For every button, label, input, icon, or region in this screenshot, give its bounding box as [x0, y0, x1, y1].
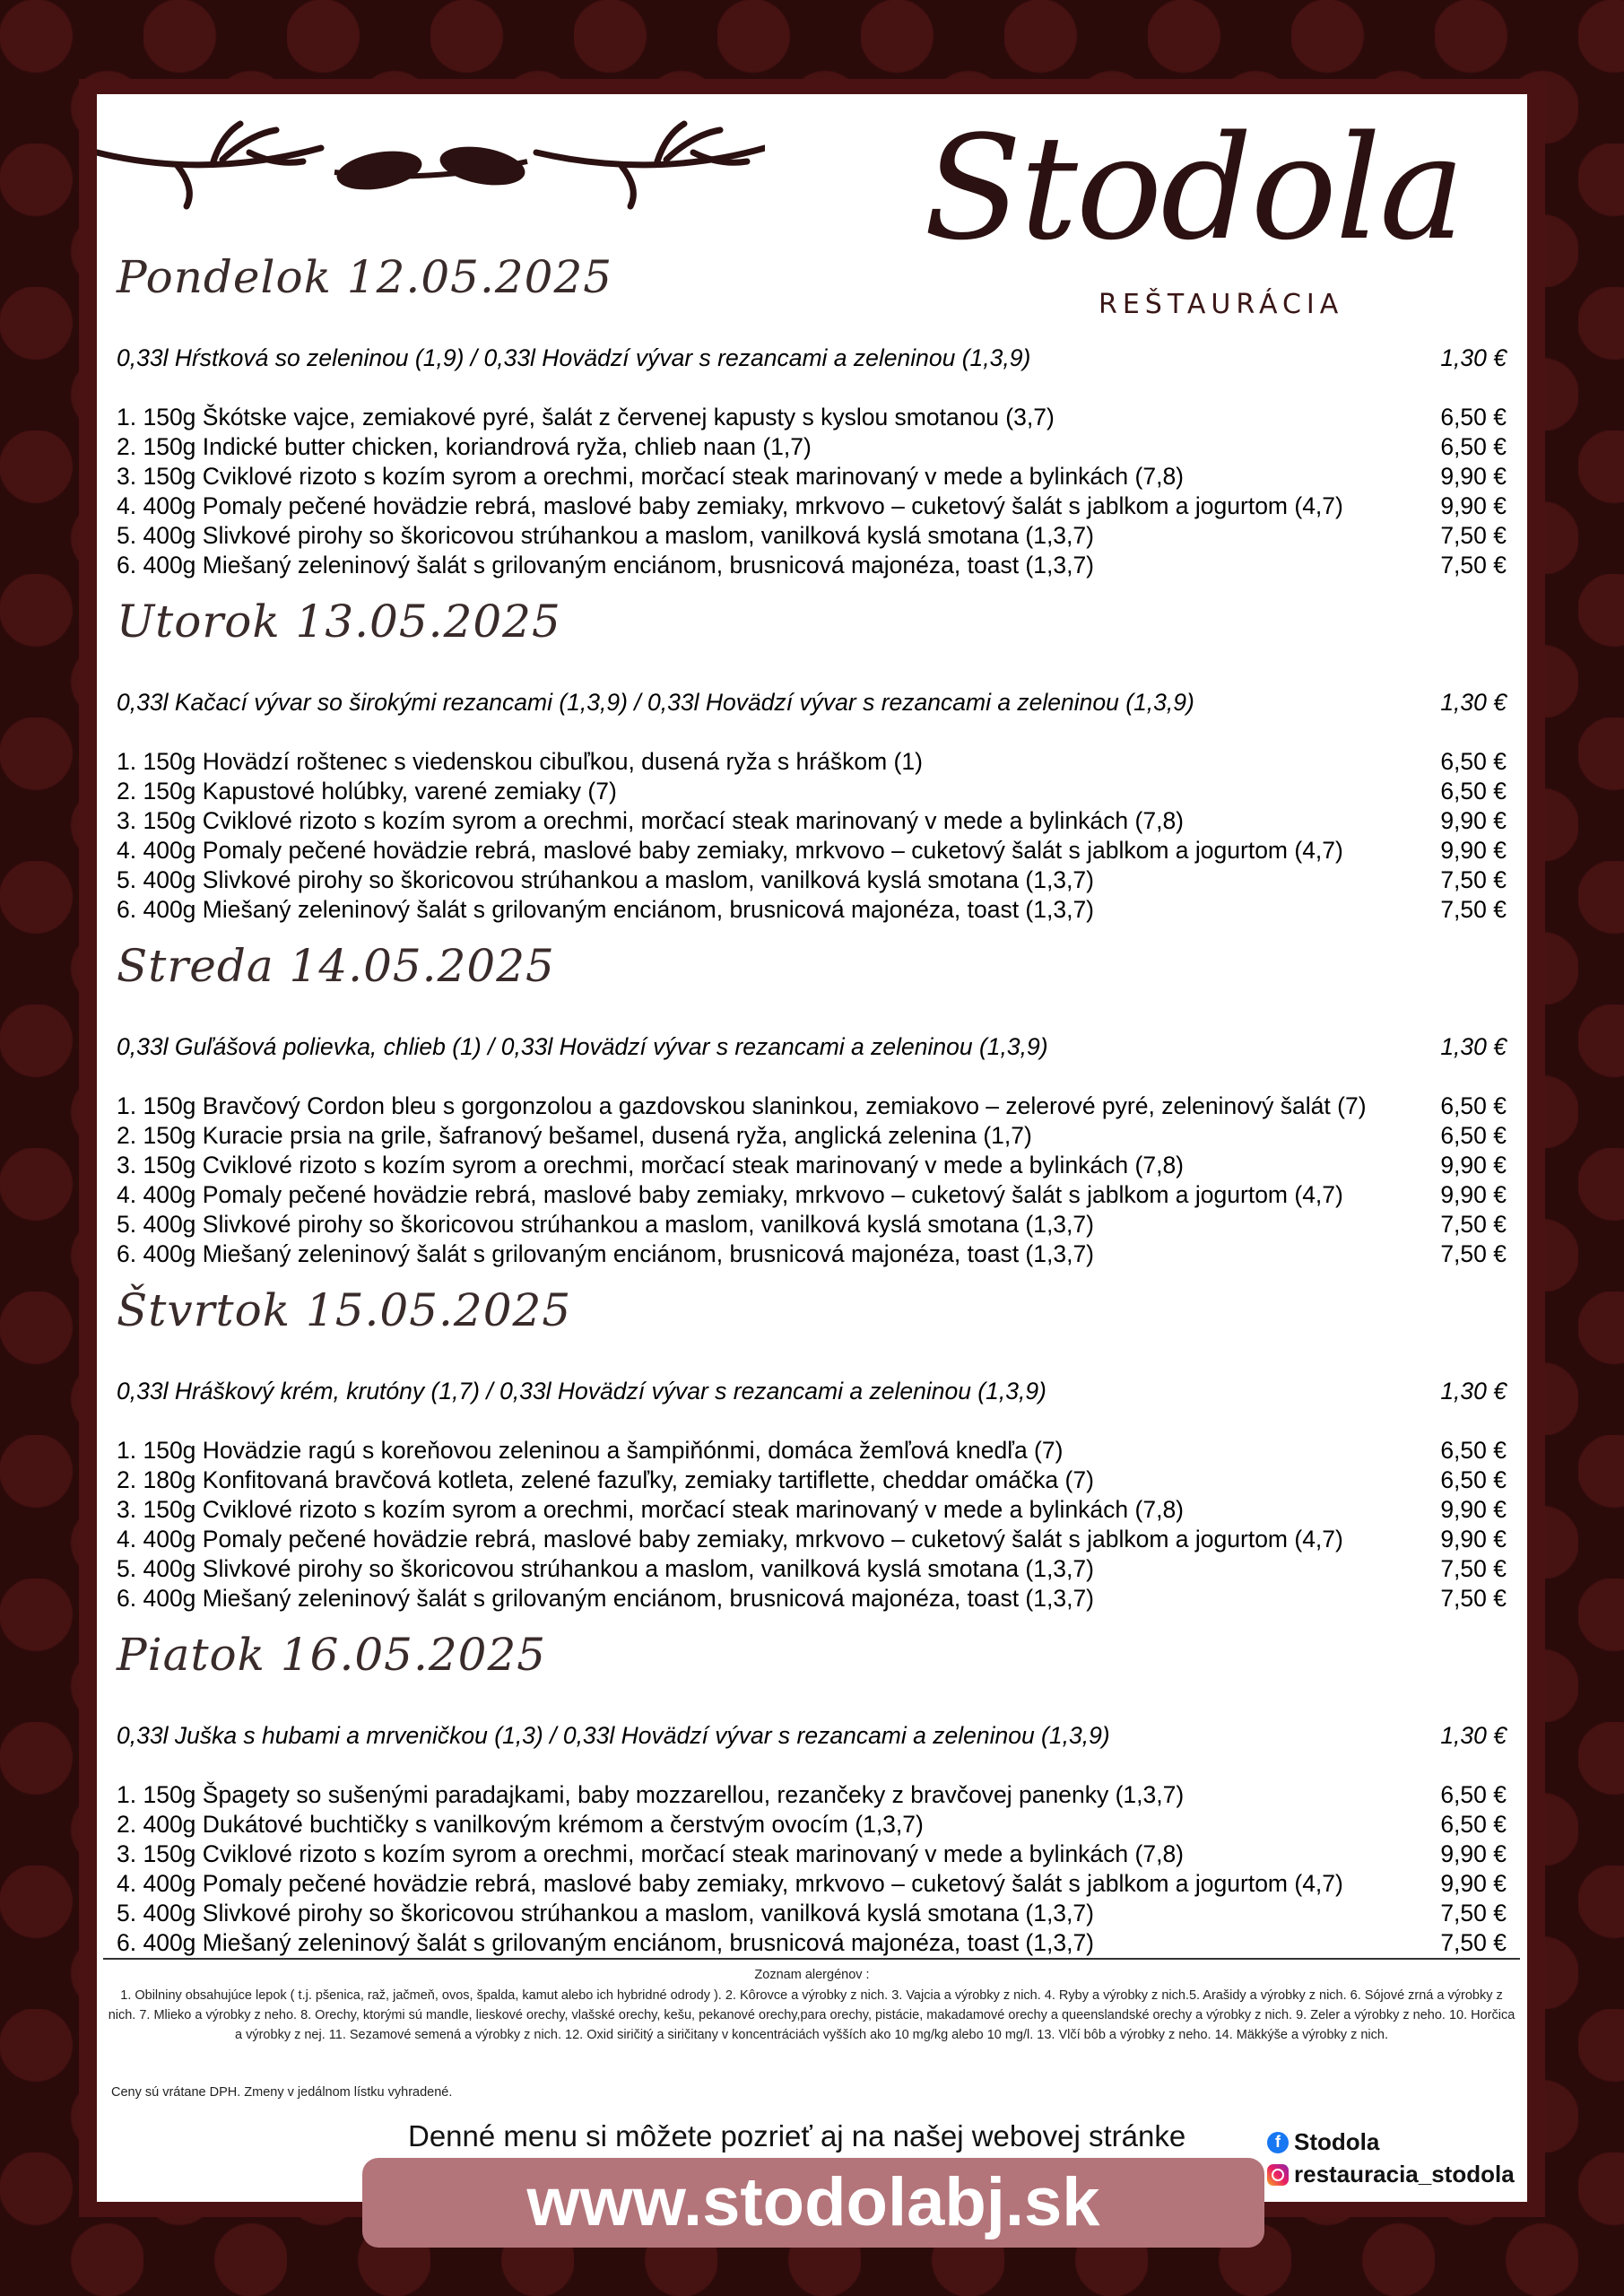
meal-text: 4. 400g Pomaly pečené hovädzie rebrá, maslové baby zemiaky, mrkvovo – cuketový šalát s jablkom a jogurtom (4,7) [117, 1526, 1343, 1552]
meal-text: 1. 150g Špagety so sušenými paradajkami, baby mozzarellou, rezančeky z bravčovej panenky (1,3,7) [117, 1781, 1185, 1808]
instagram-link[interactable] [1267, 2161, 1515, 2188]
meal-text: 1. 150g Hovädzie ragú s koreňovou zeleninou a šampiňónmi, domáca žemľová knedľa (7) [117, 1437, 1064, 1464]
meal-row [117, 1496, 1507, 1524]
meal-text: 3. 150g Cviklové rizoto s kozím syrom a orechmi, morčací steak marinovaný v mede a bylinkách (7,8) [117, 807, 1185, 834]
floral-branch-decoration [97, 117, 765, 233]
meal-row [117, 552, 1507, 579]
meal-price: 9,90 € [1440, 492, 1507, 519]
meal-price: 6,50 € [1440, 1437, 1507, 1464]
restaurant-logo [924, 104, 1463, 332]
meal-price: 9,90 € [1440, 1840, 1507, 1867]
meal-row [117, 896, 1507, 924]
meal-text: 4. 400g Pomaly pečené hovädzie rebrá, maslové baby zemiaky, mrkvovo – cuketový šalát s jablkom a jogurtom (4,7) [117, 492, 1343, 519]
meal-row [117, 433, 1507, 461]
meal-row [117, 1781, 1507, 1809]
meal-text: 3. 150g Cviklové rizoto s kozím syrom a orechmi, morčací steak marinovaný v mede a bylinkách (7,8) [117, 463, 1185, 490]
soup-row [117, 1722, 1507, 1750]
meal-row [117, 1466, 1507, 1494]
meal-text: 5. 400g Slivkové pirohy so škoricovou strúhankou a maslom, vanilková kyslá smotana (1,3,7) [117, 1900, 1094, 1926]
meal-text: 3. 150g Cviklové rizoto s kozím syrom a orechmi, morčací steak marinovaný v mede a bylinkách (7,8) [117, 1496, 1185, 1523]
allergen-list: 1. Obilniny obsahujúce lepok ( t.j. pšenica, raž, jačmeň, ovos, špalda, kamut alebo ich hybridné odrody ). 2. Kôrovce a výrobky z nich. 3. Vajcia a výrobky z nich. 4. Ryby a výrobky z nich.5. Arašidy a výrobky z nich. 6. Sójové zrná a výrobky z nich. 7. Mlieko a výrobky z neho. 8. Orechy, ktorými sú mandle, lieskové orechy, vlašské orechy, kešu, pekanové orechy,para orechy, pistácie, makadamové orechy a queenslandské orechy a výrobky z nich. 9. Zeler a výrobky z neho. 10. Horčica a výrobky z nej. 11. Sezamové semená a výrobky z nich. 12. Oxid siričitý a siričitany v koncentráciách vyšších ako 10 mg/kg alebo 10 mg/l. 13. Vlčí bôb a výrobky z neho. 14. Mäkkýše a výrobky z nich. [108, 1988, 1515, 2042]
meal-text: 3. 150g Cviklové rizoto s kozím syrom a orechmi, morčací steak marinovaný v mede a bylinkách (7,8) [117, 1152, 1185, 1178]
meal-row [117, 1181, 1507, 1209]
meal-price: 9,90 € [1440, 1526, 1507, 1552]
meal-row [117, 866, 1507, 894]
meal-price: 6,50 € [1440, 1122, 1507, 1149]
instagram-icon [1267, 2164, 1289, 2186]
meal-price: 9,90 € [1440, 1181, 1507, 1208]
soup-row [117, 1378, 1507, 1405]
vat-note: Ceny sú vrátane DPH. Zmeny v jedálnom lístku vyhradené. [111, 2085, 453, 2100]
facebook-label: Stodola [1294, 2128, 1380, 2155]
meal-text: 1. 150g Hovädzí roštenec s viedenskou cibuľkou, dusená ryža s hráškom (1) [117, 748, 923, 775]
meal-price: 7,50 € [1440, 522, 1507, 549]
meal-text: 2. 400g Dukátové buchtičky s vanilkovým krémom a čerstvým ovocím (1,3,7) [117, 1811, 924, 1838]
meal-row [117, 522, 1507, 550]
meal-text: 2. 150g Kapustové holúbky, varené zemiaky (7) [117, 778, 617, 804]
meal-text: 6. 400g Miešaný zeleninový šalát s grilovaným enciánom, brusnicová majonéza, toast (1,3,7) [117, 1929, 1095, 1956]
meal-row [117, 1585, 1507, 1613]
meal-price: 7,50 € [1440, 1900, 1507, 1926]
soup-price: 1,30 € [1440, 1722, 1507, 1749]
soup-row [117, 344, 1507, 372]
meal-text: 5. 400g Slivkové pirohy so škoricovou strúhankou a maslom, vanilková kyslá smotana (1,3,7) [117, 866, 1094, 893]
meal-row [117, 404, 1507, 431]
logo-subtitle: REŠTAURÁCIA [1099, 289, 1344, 320]
meal-price: 7,50 € [1440, 1585, 1507, 1612]
meal-price: 7,50 € [1440, 1929, 1507, 1956]
day-title: Pondelok 12.05.2025 [117, 251, 613, 303]
meal-text: 3. 150g Cviklové rizoto s kozím syrom a orechmi, morčací steak marinovaný v mede a bylinkách (7,8) [117, 1840, 1185, 1867]
meal-row [117, 492, 1507, 520]
meal-price: 9,90 € [1440, 1496, 1507, 1523]
meal-row [117, 807, 1507, 835]
meal-row [117, 1122, 1507, 1150]
footer-divider [103, 1958, 1520, 1960]
web-note: Denné menu si môžete pozrieť aj na našej webovej stránke [408, 2119, 1186, 2152]
meal-price: 7,50 € [1440, 1555, 1507, 1582]
meal-row [117, 1929, 1507, 1957]
soup-price: 1,30 € [1440, 344, 1507, 371]
meal-price: 9,90 € [1440, 1152, 1507, 1178]
facebook-icon: f [1267, 2132, 1289, 2153]
soup-text: 0,33l Juška s hubami a mrveničkou (1,3) / 0,33l Hovädzí vývar s rezancami a zeleninou (1,3,9) [117, 1722, 1110, 1749]
meal-row [117, 1437, 1507, 1465]
meal-row [117, 1152, 1507, 1179]
soup-text: 0,33l Kačací vývar so širokými rezancami (1,3,9) / 0,33l Hovädzí vývar s rezancami a zeleninou (1,3,9) [117, 689, 1194, 716]
meal-price: 9,90 € [1440, 463, 1507, 490]
meal-text: 2. 150g Kuracie prsia na grile, šafranový bešamel, dusená ryža, anglická zelenina (1,7) [117, 1122, 1032, 1149]
meal-row [117, 463, 1507, 491]
meal-row [117, 1555, 1507, 1583]
meal-price: 6,50 € [1440, 404, 1507, 430]
meal-text: 1. 150g Škótske vajce, zemiakové pyré, šalát z červenej kapusty s kyslou smotanou (3,7) [117, 404, 1055, 430]
meal-text: 2. 150g Indické butter chicken, koriandrová ryža, chlieb naan (1,7) [117, 433, 812, 460]
meal-row [117, 1840, 1507, 1868]
day-title: Utorok 13.05.2025 [117, 596, 561, 648]
meal-price: 9,90 € [1440, 1870, 1507, 1897]
meal-text: 4. 400g Pomaly pečené hovädzie rebrá, maslové baby zemiaky, mrkvovo – cuketový šalát s jablkom a jogurtom (4,7) [117, 1870, 1343, 1897]
soup-price: 1,30 € [1440, 1378, 1507, 1405]
meal-price: 6,50 € [1440, 1781, 1507, 1808]
soup-row [117, 1033, 1507, 1061]
meal-row [117, 748, 1507, 776]
meal-price: 7,50 € [1440, 896, 1507, 923]
meal-text: 4. 400g Pomaly pečené hovädzie rebrá, maslové baby zemiaky, mrkvovo – cuketový šalát s jablkom a jogurtom (4,7) [117, 837, 1343, 864]
meal-price: 6,50 € [1440, 1466, 1507, 1493]
meal-price: 7,50 € [1440, 552, 1507, 578]
instagram-label: restauracia_stodola [1294, 2161, 1515, 2187]
soup-row [117, 689, 1507, 717]
meal-text: 1. 150g Bravčový Cordon bleu s gorgonzolou a gazdovskou slaninkou, zemiakovo – zelerové pyré, zeleninový šalát (7) [117, 1092, 1367, 1119]
meal-row [117, 1811, 1507, 1839]
meal-row [117, 1526, 1507, 1553]
meal-text: 5. 400g Slivkové pirohy so škoricovou strúhankou a maslom, vanilková kyslá smotana (1,3,7) [117, 522, 1094, 549]
meal-text: 5. 400g Slivkové pirohy so škoricovou strúhankou a maslom, vanilková kyslá smotana (1,3,7) [117, 1211, 1094, 1238]
soup-text: 0,33l Hŕstková so zeleninou (1,9) / 0,33l Hovädzí vývar s rezancami a zeleninou (1,3,9) [117, 344, 1031, 371]
meal-price: 6,50 € [1440, 433, 1507, 460]
meal-row [117, 1092, 1507, 1120]
meal-price: 7,50 € [1440, 866, 1507, 893]
soup-price: 1,30 € [1440, 1033, 1507, 1060]
facebook-link[interactable] [1267, 2128, 1379, 2156]
meal-text: 5. 400g Slivkové pirohy so škoricovou strúhankou a maslom, vanilková kyslá smotana (1,3,7) [117, 1555, 1094, 1582]
soup-price: 1,30 € [1440, 689, 1507, 716]
meal-price: 9,90 € [1440, 837, 1507, 864]
meal-row [117, 1900, 1507, 1927]
meal-text: 6. 400g Miešaný zeleninový šalát s grilovaným enciánom, brusnicová majonéza, toast (1,3,7) [117, 1240, 1095, 1267]
logo-name: Stodola [924, 104, 1463, 272]
meal-row [117, 1240, 1507, 1268]
meal-row [117, 1870, 1507, 1898]
allergen-title: Zoznam alergénov : [754, 1968, 870, 1982]
meal-price: 6,50 € [1440, 1811, 1507, 1838]
meal-text: 6. 400g Miešaný zeleninový šalát s grilovaným enciánom, brusnicová majonéza, toast (1,3,7) [117, 552, 1095, 578]
website-url-banner[interactable]: www.stodolabj.sk [362, 2158, 1264, 2248]
meal-price: 6,50 € [1440, 1092, 1507, 1119]
meal-price: 9,90 € [1440, 807, 1507, 834]
meal-text: 6. 400g Miešaný zeleninový šalát s grilovaným enciánom, brusnicová majonéza, toast (1,3,7) [117, 896, 1095, 923]
meal-price: 7,50 € [1440, 1211, 1507, 1238]
meal-row [117, 837, 1507, 865]
meal-row [117, 1211, 1507, 1239]
meal-price: 6,50 € [1440, 778, 1507, 804]
soup-text: 0,33l Guľášová polievka, chlieb (1) / 0,33l Hovädzí vývar s rezancami a zeleninou (1,3,9) [117, 1033, 1048, 1060]
day-title: Streda 14.05.2025 [117, 940, 555, 992]
day-title: Piatok 16.05.2025 [117, 1629, 547, 1681]
meal-text: 2. 180g Konfitovaná bravčová kotleta, zelené fazuľky, zemiaky tartiflette, cheddar omáčka (7) [117, 1466, 1094, 1493]
meal-text: 6. 400g Miešaný zeleninový šalát s grilovaným enciánom, brusnicová majonéza, toast (1,3,7) [117, 1585, 1095, 1612]
day-title: Štvrtok 15.05.2025 [117, 1284, 572, 1336]
meal-price: 6,50 € [1440, 748, 1507, 775]
meal-price: 7,50 € [1440, 1240, 1507, 1267]
meal-row [117, 778, 1507, 805]
meal-text: 4. 400g Pomaly pečené hovädzie rebrá, maslové baby zemiaky, mrkvovo – cuketový šalát s jablkom a jogurtom (4,7) [117, 1181, 1343, 1208]
soup-text: 0,33l Hráškový krém, krutóny (1,7) / 0,33l Hovädzí vývar s rezancami a zeleninou (1,3,9) [117, 1378, 1046, 1405]
